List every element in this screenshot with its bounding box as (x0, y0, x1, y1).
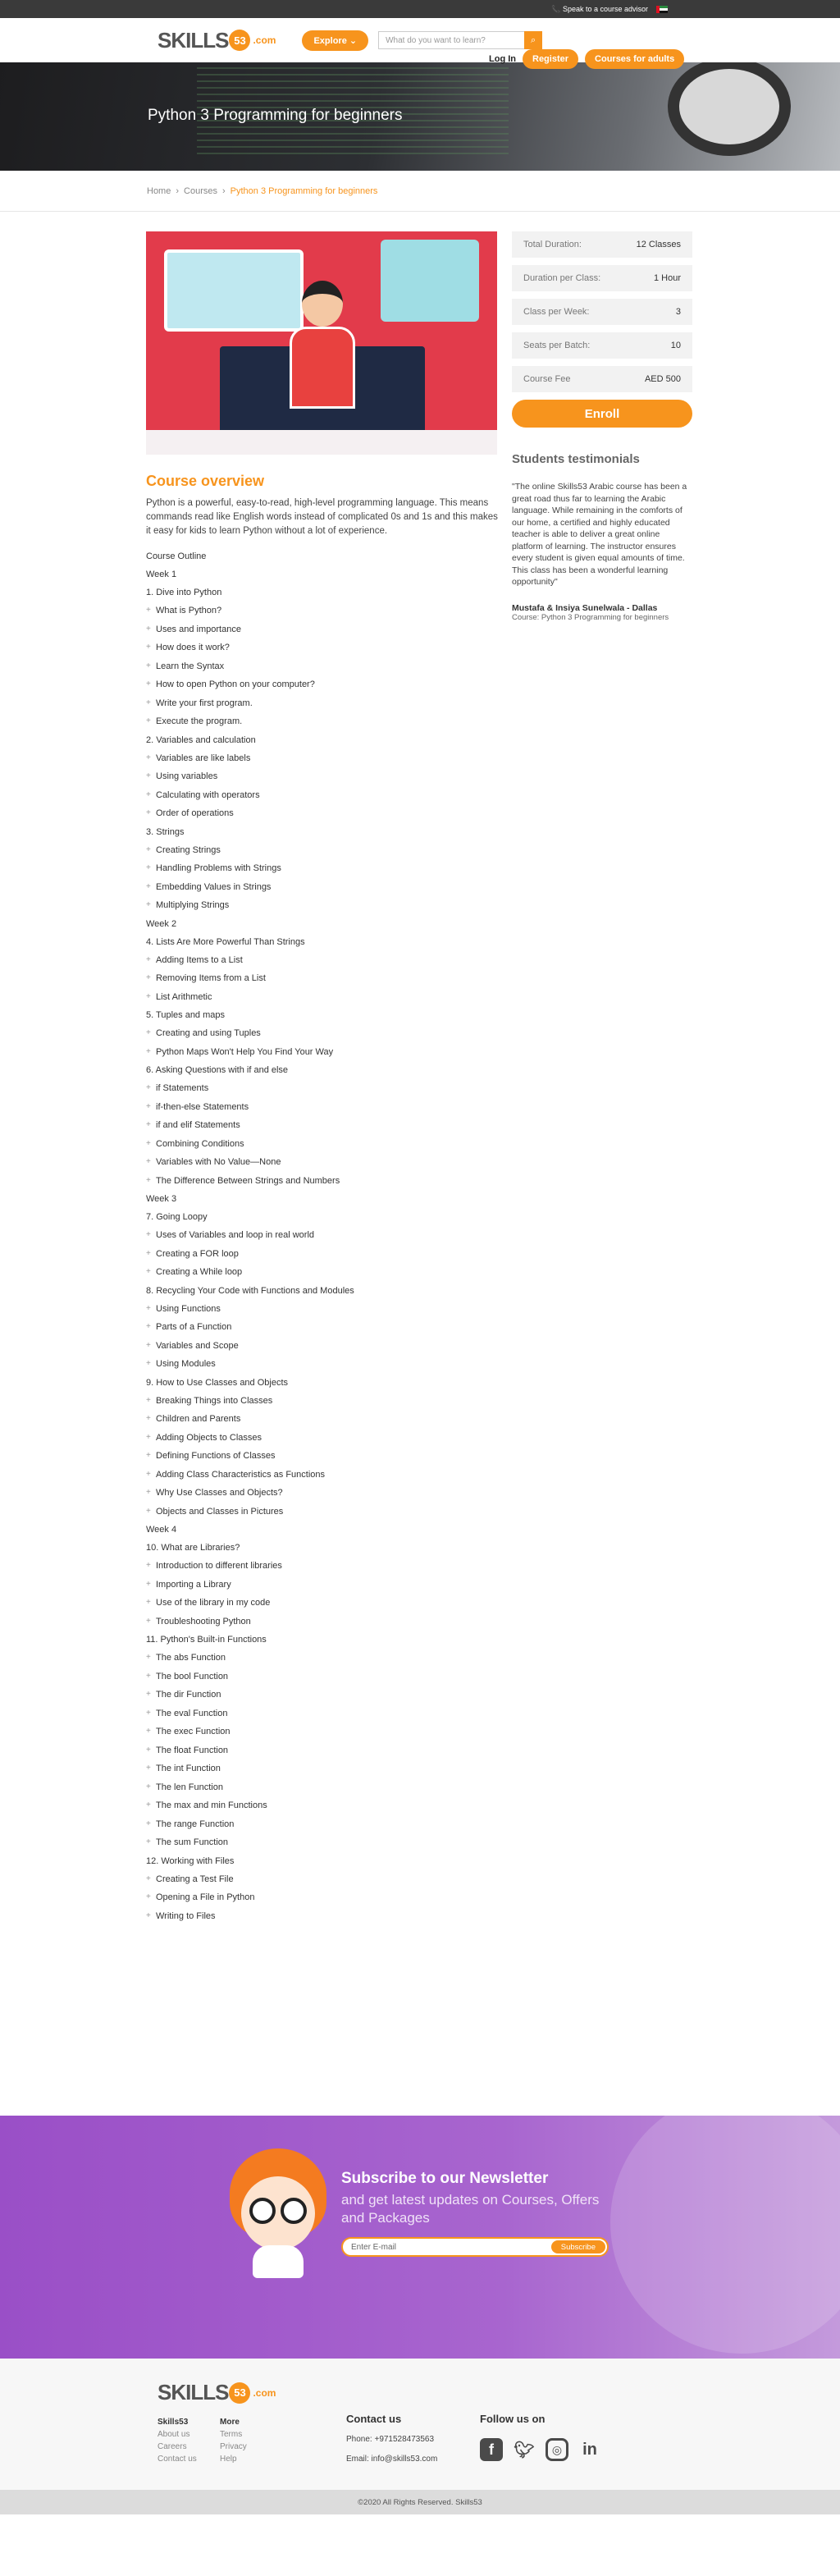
copyright: ©2020 All Rights Reserved. Skills53 (0, 2490, 840, 2514)
course-outline-list (146, 551, 499, 1921)
course-info-row (512, 231, 692, 258)
info-label: Total Duration: (523, 240, 582, 249)
outline-item: + Adding Objects to Classes (146, 1433, 499, 1443)
outline-item: + Using Modules (146, 1359, 499, 1369)
outline-item: + How does it work? (146, 643, 499, 652)
breadcrumb-courses[interactable]: Courses (184, 185, 217, 196)
logo-domain: .com (253, 34, 276, 46)
outline-item: + The float Function (146, 1746, 499, 1755)
outline-heading: 10. What are Libraries? (146, 1543, 240, 1553)
footer-social (480, 2413, 601, 2461)
twitter-icon[interactable]: 🐦︎ (514, 2441, 535, 2459)
outline-item: + Multiplying Strings (146, 900, 499, 910)
outline-item: + The range Function (146, 1819, 499, 1829)
top-bar (0, 0, 840, 18)
facebook-icon[interactable]: f (480, 2438, 503, 2461)
logo-number: 53 (229, 2382, 250, 2404)
breadcrumb-current: Python 3 Programming for beginners (230, 185, 378, 196)
outline-item: + Opening a File in Python (146, 1892, 499, 1902)
advisor-link[interactable]: 📞 Speak to a course advisor (551, 4, 648, 13)
outline-item: + Why Use Classes and Objects? (146, 1488, 499, 1498)
logo-number: 53 (229, 30, 250, 51)
outline-heading: 2. Variables and calculation (146, 734, 256, 745)
footer-contact (346, 2413, 437, 2474)
outline-item: + Parts of a Function (146, 1322, 499, 1332)
background-child-image (610, 2116, 840, 2354)
outline-item: + Variables and Scope (146, 1341, 499, 1351)
outline-heading: 9. How to Use Classes and Objects (146, 1377, 289, 1388)
contact-phone[interactable]: Phone: +971528473563 (346, 2435, 435, 2444)
info-value: 3 (675, 307, 681, 317)
outline-item: + Using Functions (146, 1304, 499, 1314)
outline-heading: 1. Dive into Python (146, 588, 222, 597)
outline-item: + Creating a While loop (146, 1267, 499, 1277)
footer-link-about[interactable]: About us (158, 2430, 190, 2439)
info-label: Duration per Class: (523, 273, 601, 283)
outline-item: + Creating and using Tuples (146, 1028, 499, 1038)
site-header (0, 18, 840, 62)
outline-item: + The bool Function (146, 1672, 499, 1681)
outline-item: + The dir Function (146, 1690, 499, 1700)
search-input[interactable] (378, 31, 542, 49)
outline-item: + Variables are like labels (146, 753, 499, 763)
outline-item: + Breaking Things into Classes (146, 1396, 499, 1406)
outline-item: + Creating a Test File (146, 1874, 499, 1884)
thinking-kid-illustration (230, 2148, 326, 2272)
course-info-row (512, 366, 692, 392)
site-footer (0, 2359, 840, 2490)
header-actions (489, 49, 684, 69)
logo-word: SKILLS (158, 2380, 229, 2404)
outline-item: + Order of operations (146, 808, 499, 818)
testimonials (512, 452, 692, 622)
desk-illustration (146, 430, 497, 455)
outline-item: + Importing a Library (146, 1580, 499, 1590)
footer-col-title: More (220, 2418, 240, 2427)
course-info-row (512, 299, 692, 325)
info-label: Class per Week: (523, 307, 590, 317)
outline-item: + The eval Function (146, 1709, 499, 1718)
newsletter-section (0, 2116, 840, 2359)
outline-item: + Use of the library in my code (146, 1598, 499, 1608)
course-info-row (512, 265, 692, 291)
book-illustration (381, 240, 479, 322)
explore-button[interactable]: Explore ⌄ (302, 30, 368, 51)
outline-heading: 4. Lists Are More Powerful Than Strings (146, 936, 305, 947)
outline-item: + Defining Functions of Classes (146, 1451, 499, 1461)
outline-heading: 6. Asking Questions with if and else (146, 1065, 289, 1075)
outline-item: + Introduction to different libraries (146, 1561, 499, 1571)
outline-item: + Writing to Files (146, 1911, 499, 1921)
info-value: 12 Classes (636, 240, 681, 249)
course-info-table (512, 231, 692, 392)
footer-logo[interactable] (158, 2380, 276, 2405)
instagram-icon[interactable]: ◎ (546, 2438, 568, 2461)
outline-item: + The abs Function (146, 1653, 499, 1663)
info-label: Course Fee (523, 374, 571, 384)
uae-flag-icon[interactable] (656, 6, 668, 13)
outline-item: + if Statements (146, 1083, 499, 1093)
info-label: Seats per Batch: (523, 341, 591, 350)
newsletter-title: Subscribe to our Newsletter (341, 2170, 549, 2187)
outline-heading: 7. Going Loopy (146, 1212, 208, 1222)
breadcrumb-separator-icon: › (176, 185, 180, 196)
outline-item: + Adding Items to a List (146, 955, 499, 965)
breadcrumb-home[interactable]: Home (147, 185, 171, 196)
page-title: Python 3 Programming for beginners (148, 107, 403, 124)
footer-col-skills53 (158, 2416, 197, 2465)
browser-illustration (164, 249, 304, 332)
course-sidebar (512, 231, 692, 622)
outline-item: + The exec Function (146, 1727, 499, 1736)
outline-item: + The int Function (146, 1764, 499, 1773)
outline-item: + Embedding Values in Strings (146, 882, 499, 892)
hero-banner (0, 49, 840, 171)
newsletter-subtitle: and get latest updates on Courses, Offers and Packages (341, 2192, 600, 2226)
outline-item: + What is Python? (146, 606, 499, 615)
overview-title: Course overview (146, 473, 265, 489)
outline-heading: Week 3 (146, 1194, 177, 1204)
footer-link-terms[interactable]: Terms (220, 2430, 243, 2439)
overview-intro: Python is a powerful, easy-to-read, high-level programming language. This means commands read like English words instead of complicated 0s and 1s and this makes it easy for kids to learn Python without a lot of experience. (146, 498, 498, 536)
breadcrumb-separator-icon: › (221, 185, 226, 196)
course-illustration (146, 231, 497, 455)
outline-heading: 3. Strings (146, 826, 185, 837)
footer-col-more (220, 2416, 247, 2465)
search-placeholder: What do you want to learn? (386, 35, 486, 45)
outline-item: + Learn the Syntax (146, 661, 499, 671)
email-placeholder: Enter E-mail (351, 2242, 397, 2252)
outline-item: + Creating a FOR loop (146, 1249, 499, 1259)
outline-item: + The Difference Between Strings and Numbers (146, 1176, 499, 1186)
logo-word: SKILLS (158, 27, 229, 53)
outline-item: + Uses and importance (146, 625, 499, 634)
outline-item: + Python Maps Won't Help You Find Your Way (146, 1047, 499, 1057)
outline-item: + Handling Problems with Strings (146, 863, 499, 873)
login-link[interactable]: Log In (489, 54, 516, 64)
search-icon[interactable]: ⌕ (524, 31, 542, 49)
footer-link-privacy[interactable]: Privacy (220, 2442, 247, 2451)
adult-courses-button[interactable]: Courses for adults (585, 49, 684, 69)
student-illustration (290, 281, 355, 412)
outline-item: + Removing Items from a List (146, 973, 499, 983)
course-overview (146, 473, 499, 1929)
testimonial-author: Mustafa & Insiya Sunelwala - Dallas (512, 602, 658, 613)
outline-item: + Objects and Classes in Pictures (146, 1507, 499, 1517)
newsletter-email-input[interactable] (341, 2237, 609, 2257)
outline-item: + List Arithmetic (146, 992, 499, 1002)
watch-image (668, 57, 791, 156)
outline-heading: 11. Python's Built-in Functions (146, 1635, 267, 1645)
outline-heading: Week 4 (146, 1525, 177, 1535)
testimonials-title: Students testimonials (512, 452, 640, 466)
linkedin-icon[interactable]: in (582, 2440, 597, 2459)
outline-item: + Execute the program. (146, 716, 499, 726)
contact-title: Contact us (346, 2413, 402, 2425)
info-value: 1 Hour (653, 273, 681, 283)
outline-item: + Uses of Variables and loop in real world (146, 1230, 499, 1240)
outline-heading: 5. Tuples and maps (146, 1010, 226, 1020)
logo-domain: .com (253, 2386, 276, 2399)
course-info-row (512, 332, 692, 359)
register-button[interactable]: Register (523, 49, 578, 69)
outline-item: + The max and min Functions (146, 1800, 499, 1810)
testimonial-course: Course: Python 3 Programming for beginners (512, 612, 669, 622)
outline-item: + Write your first program. (146, 698, 499, 708)
course-main (0, 212, 840, 2116)
outline-item: + Children and Parents (146, 1414, 499, 1424)
outline-item: + if-then-else Statements (146, 1102, 499, 1112)
outline-heading: Week 1 (146, 570, 177, 579)
outline-item: + How to open Python on your computer? (146, 679, 499, 689)
outline-item: + Creating Strings (146, 845, 499, 855)
outline-item: + Using variables (146, 771, 499, 781)
outline-heading: Course Outline (146, 551, 207, 561)
outline-item: + The sum Function (146, 1837, 499, 1847)
code-background-image (197, 56, 509, 154)
outline-item: + Troubleshooting Python (146, 1617, 499, 1627)
info-value: 10 (670, 341, 681, 350)
footer-col-title: Skills53 (158, 2418, 189, 2427)
subscribe-button[interactable]: Subscribe (551, 2240, 605, 2253)
outline-item: + The len Function (146, 1782, 499, 1792)
info-value: AED 500 (644, 374, 681, 384)
enroll-button[interactable]: Enroll (512, 400, 692, 428)
outline-heading: Week 2 (146, 918, 177, 929)
testimonial-quote: "The online Skills53 Arabic course has been a great road thus far to learning the Arabic language. While remaining in the comforts of our home, a certified and highly educated teacher is able to deliver a great online platform of learning. The instructor ensures every student is given equal amounts of time. This class has been a wonderful learning opportunity" (512, 482, 687, 587)
outline-item: + Combining Conditions (146, 1139, 499, 1149)
footer-link-careers[interactable]: Careers (158, 2442, 187, 2451)
contact-email[interactable]: Email: info@skills53.com (346, 2455, 438, 2464)
outline-item: + Adding Class Characteristics as Functions (146, 1470, 499, 1480)
footer-link-help[interactable]: Help (220, 2455, 237, 2464)
outline-item: + Calculating with operators (146, 790, 499, 800)
footer-link-contact[interactable]: Contact us (158, 2455, 197, 2464)
outline-heading: 12. Working with Files (146, 1855, 235, 1866)
follow-title: Follow us on (480, 2413, 546, 2425)
breadcrumb (0, 171, 840, 212)
outline-heading: 8. Recycling Your Code with Functions and Modules (146, 1285, 354, 1296)
outline-item: + if and elif Statements (146, 1120, 499, 1130)
outline-item: + Variables with No Value—None (146, 1157, 499, 1167)
site-logo[interactable] (158, 28, 276, 53)
